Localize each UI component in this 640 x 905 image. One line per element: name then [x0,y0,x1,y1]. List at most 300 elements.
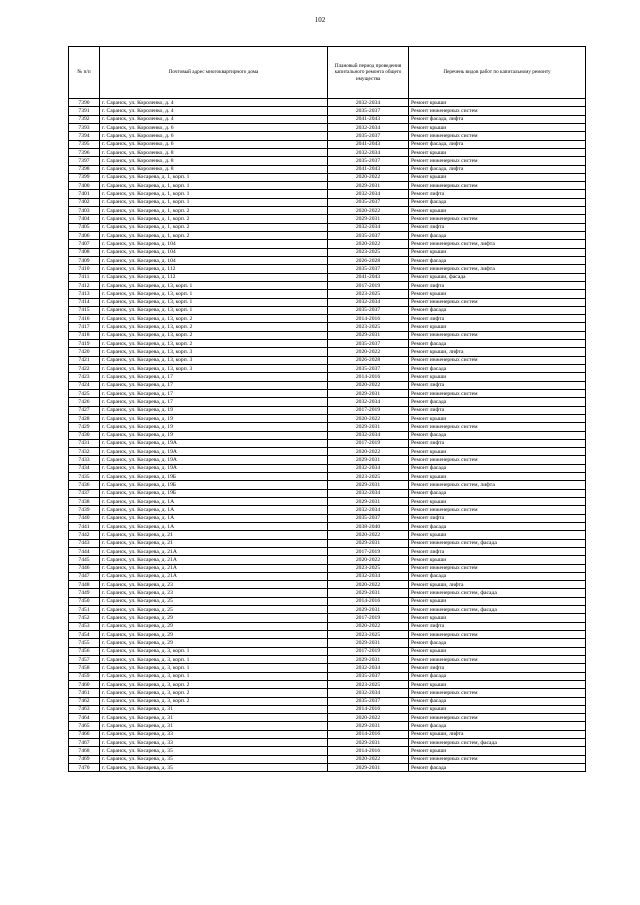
row-address: г. Саранск, ул. Короленко, д. 4 [100,107,328,115]
row-number: 7470 [69,764,100,772]
row-number: 7423 [69,373,100,381]
row-works: Ремонт фасада [409,398,586,406]
row-address: г. Саранск, ул. Косарева, д. 19А [100,456,328,464]
row-period: 2017-2019 [328,647,409,655]
row-number: 7409 [69,256,100,264]
table-row [69,764,586,772]
table-row [69,639,586,647]
row-address: г. Саранск, ул. Косарева, д. 13, корп. 2 [100,323,328,331]
row-works: Ремонт инженерных систем [409,423,586,431]
table-row [69,631,586,639]
row-address: г. Саранск, ул. Косарева, д. 21А [100,564,328,572]
row-address: г. Саранск, ул. Косарева, д. 13, корп. 3 [100,348,328,356]
table-row [69,423,586,431]
row-number: 7464 [69,714,100,722]
table-row [69,589,586,597]
row-period: 2029-2031 [328,655,409,663]
row-address: г. Саранск, ул. Косарева, д. 25 [100,606,328,614]
row-number: 7391 [69,107,100,115]
row-address: г. Саранск, ул. Косарева, д. 3, корп. 1 [100,655,328,663]
row-period: 2032-2034 [328,148,409,156]
row-address: г. Саранск, ул. Короленко, д. 8 [100,148,328,156]
table-row [69,323,586,331]
row-number: 7416 [69,315,100,323]
table-row [69,606,586,614]
row-address: г. Саранск, ул. Косарева, д. 13, корп. 3 [100,365,328,373]
row-period: 2032-2034 [328,664,409,672]
row-works: Ремонт инженерных систем [409,298,586,306]
table-row [69,614,586,622]
row-address: г. Саранск, ул. Косарева, д. 29 [100,631,328,639]
row-period: 2035-2037 [328,107,409,115]
row-number: 7466 [69,730,100,738]
row-period: 2032-2034 [328,223,409,231]
row-period: 2035-2037 [328,232,409,240]
row-period: 2020-2022 [328,755,409,763]
row-works: Ремонт лифта [409,514,586,522]
table-row [69,198,586,206]
table-row [69,697,586,705]
table-row [69,722,586,730]
row-period: 2023-2025 [328,564,409,572]
row-number: 7390 [69,99,100,107]
row-number: 7456 [69,647,100,655]
row-number: 7392 [69,115,100,123]
row-period: 2017-2019 [328,406,409,414]
row-works: Ремонт инженерных систем [409,389,586,397]
row-period: 2035-2037 [328,198,409,206]
row-number: 7463 [69,705,100,713]
table-row [69,298,586,306]
row-number: 7440 [69,514,100,522]
table-row [69,522,586,530]
row-works: Ремонт лифта [409,439,586,447]
row-period: 2029-2031 [328,764,409,772]
row-address: г. Саранск, ул. Косарева, д. 23 [100,589,328,597]
row-period: 2032-2034 [328,123,409,131]
row-period: 2020-2022 [328,448,409,456]
row-period: 2017-2019 [328,439,409,447]
row-period: 2026-2028 [328,356,409,364]
row-number: 7446 [69,564,100,572]
row-works: Ремонт инженерных систем, фасада [409,539,586,547]
row-period: 2035-2037 [328,697,409,705]
table-row [69,256,586,264]
row-address: г. Саранск, ул. Косарева, д. 13, корп. 2 [100,340,328,348]
row-period: 2014-2016 [328,373,409,381]
table-row [69,473,586,481]
table-row [69,414,586,422]
row-period: 2029-2031 [328,215,409,223]
row-works: Ремонт фасада [409,198,586,206]
row-works: Ремонт инженерных систем, лифта [409,265,586,273]
page-number: 102 [314,16,326,24]
table-row [69,689,586,697]
row-address: г. Саранск, ул. Косарева, д. 1, корп. 2 [100,207,328,215]
row-address: г. Саранск, ул. Косарева, д. 3, корп. 2 [100,689,328,697]
row-number: 7429 [69,423,100,431]
row-number: 7448 [69,581,100,589]
row-address: г. Саранск, ул. Косарева, д. 19Б [100,481,328,489]
table-row [69,123,586,131]
row-works: Ремонт фасада [409,340,586,348]
row-works: Ремонт инженерных систем [409,714,586,722]
row-address: г. Саранск, ул. Косарева, д. 1, корп. 2 [100,215,328,223]
row-works: Ремонт инженерных систем [409,755,586,763]
row-period: 2029-2031 [328,498,409,506]
row-address: г. Саранск, ул. Косарева, д. 1, корп. 2 [100,223,328,231]
row-address: г. Саранск, ул. Косарева, д. 19Б [100,489,328,497]
table-row [69,115,586,123]
row-period: 2041-2043 [328,165,409,173]
row-period: 2032-2034 [328,99,409,107]
row-address: г. Саранск, ул. Косарева, д. 35 [100,755,328,763]
row-number: 7431 [69,439,100,447]
row-number: 7427 [69,406,100,414]
table-row [69,514,586,522]
row-period: 2029-2031 [328,739,409,747]
row-period: 2035-2037 [328,157,409,165]
table-row [69,489,586,497]
table-row [69,597,586,605]
row-number: 7449 [69,589,100,597]
table-row [69,714,586,722]
row-works: Ремонт фасада [409,431,586,439]
row-number: 7395 [69,140,100,148]
row-works: Ремонт крыши [409,99,586,107]
row-address: г. Саранск, ул. Косарева, д. 29 [100,614,328,622]
header-address: Почтовый адрес многоквартирного дома [100,47,328,99]
table-row [69,506,586,514]
row-period: 2023-2025 [328,631,409,639]
row-address: г. Саранск, ул. Косарева, д. 35 [100,747,328,755]
row-number: 7397 [69,157,100,165]
row-works: Ремонт фасада [409,464,586,472]
row-address: г. Саранск, ул. Короленко, д. 6 [100,140,328,148]
row-number: 7434 [69,464,100,472]
row-number: 7404 [69,215,100,223]
row-works: Ремонт инженерных систем, лифта [409,481,586,489]
row-works: Ремонт инженерных систем [409,456,586,464]
row-number: 7450 [69,597,100,605]
table-row [69,190,586,198]
row-works: Ремонт крыши, лифта [409,348,586,356]
table-row [69,148,586,156]
row-number: 7419 [69,340,100,348]
row-works: Ремонт фасада [409,639,586,647]
row-works: Ремонт инженерных систем [409,331,586,339]
row-address: г. Саранск, ул. Короленко, д. 4 [100,115,328,123]
row-works: Ремонт крыши [409,323,586,331]
row-number: 7405 [69,223,100,231]
row-period: 2029-2031 [328,606,409,614]
row-number: 7403 [69,207,100,215]
table-row [69,281,586,289]
repair-schedule-table [68,46,586,772]
row-period: 2029-2031 [328,331,409,339]
row-address: г. Саранск, ул. Косарева, д. 33 [100,730,328,738]
row-number: 7393 [69,123,100,131]
row-works: Ремонт инженерных систем [409,655,586,663]
row-period: 2035-2037 [328,340,409,348]
row-number: 7421 [69,356,100,364]
row-number: 7435 [69,473,100,481]
table-row [69,705,586,713]
row-works: Ремонт лифта [409,315,586,323]
table-row [69,240,586,248]
row-period: 2032-2034 [328,398,409,406]
row-address: г. Саранск, ул. Косарева, д. 104 [100,256,328,264]
row-works: Ремонт лифта [409,622,586,630]
row-address: г. Саранск, ул. Косарева, д. 17 [100,398,328,406]
row-works: Ремонт фасада [409,489,586,497]
row-works: Ремонт инженерных систем [409,631,586,639]
row-works: Ремонт фасада [409,256,586,264]
row-works: Ремонт фасада [409,306,586,314]
row-works: Ремонт крыши [409,597,586,605]
table-row [69,556,586,564]
table-row [69,99,586,107]
table-row [69,647,586,655]
row-address: г. Саранск, ул. Косарева, д. 13, корп. 1 [100,281,328,289]
row-works: Ремонт крыши, лифта [409,730,586,738]
row-address: г. Саранск, ул. Косарева, д. 13, корп. 1 [100,298,328,306]
table-row [69,655,586,663]
row-period: 2026-2028 [328,256,409,264]
row-address: г. Саранск, ул. Косарева, д. 1, корп. 1 [100,182,328,190]
row-number: 7418 [69,331,100,339]
row-address: г. Саранск, ул. Косарева, д. 35 [100,764,328,772]
row-address: г. Саранск, ул. Короленко, д. 6 [100,123,328,131]
row-number: 7452 [69,614,100,622]
row-address: г. Саранск, ул. Косарева, д. 33 [100,739,328,747]
row-number: 7424 [69,381,100,389]
row-works: Ремонт крыши [409,473,586,481]
row-period: 2023-2025 [328,680,409,688]
row-works: Ремонт крыши [409,148,586,156]
row-works: Ремонт фасада, лифта [409,115,586,123]
row-address: г. Саранск, ул. Косарева, д. 1А [100,498,328,506]
row-period: 2032-2034 [328,489,409,497]
table-row [69,340,586,348]
row-works: Ремонт крыши [409,290,586,298]
row-number: 7458 [69,664,100,672]
row-works: Ремонт лифта [409,406,586,414]
row-address: г. Саранск, ул. Косарева, д. 13, корп. 1 [100,290,328,298]
table-row [69,389,586,397]
table-row [69,356,586,364]
row-works: Ремонт крыши [409,207,586,215]
row-works: Ремонт лифта [409,190,586,198]
row-number: 7441 [69,522,100,530]
table-body [69,99,586,772]
row-period: 2029-2031 [328,589,409,597]
row-address: г. Саранск, ул. Косарева, д. 3, корп. 1 [100,647,328,655]
row-address: г. Саранск, ул. Косарева, д. 104 [100,248,328,256]
row-address: г. Саранск, ул. Косарева, д. 19 [100,423,328,431]
table-header-row [69,47,586,99]
row-period: 2038-2040 [328,522,409,530]
row-number: 7439 [69,506,100,514]
row-number: 7445 [69,556,100,564]
table-row [69,547,586,555]
row-address: г. Саранск, ул. Косарева, д. 19 [100,431,328,439]
header-works: Перечень видов работ по капитальному ремонту [409,47,586,99]
row-address: г. Саранск, ул. Косарева, д. 25 [100,597,328,605]
row-address: г. Саранск, ул. Косарева, д. 104 [100,240,328,248]
table-row [69,498,586,506]
row-address: г. Саранск, ул. Косарева, д. 17 [100,389,328,397]
row-period: 2023-2025 [328,323,409,331]
row-works: Ремонт инженерных систем, фасада [409,739,586,747]
row-works: Ремонт инженерных систем, лифта [409,240,586,248]
row-number: 7422 [69,365,100,373]
table-row [69,481,586,489]
table-row [69,680,586,688]
row-period: 2029-2031 [328,389,409,397]
row-number: 7411 [69,273,100,281]
row-works: Ремонт инженерных систем [409,157,586,165]
row-period: 2017-2019 [328,614,409,622]
row-period: 2032-2034 [328,464,409,472]
row-address: г. Саранск, ул. Косарева, д. 112 [100,265,328,273]
row-period: 2014-2016 [328,705,409,713]
row-period: 2020-2022 [328,173,409,181]
table-row [69,672,586,680]
row-period: 2020-2022 [328,714,409,722]
row-number: 7398 [69,165,100,173]
row-works: Ремонт крыши [409,647,586,655]
row-address: г. Саранск, ул. Косарева, д. 1А [100,506,328,514]
row-number: 7451 [69,606,100,614]
table-row [69,348,586,356]
table-row [69,755,586,763]
header-number: № п/п [69,47,100,99]
row-period: 2017-2019 [328,547,409,555]
table-row [69,439,586,447]
row-period: 2029-2031 [328,481,409,489]
table-row [69,531,586,539]
row-address: г. Саранск, ул. Косарева, д. 3, корп. 1 [100,664,328,672]
row-works: Ремонт лифта [409,664,586,672]
row-number: 7420 [69,348,100,356]
row-number: 7443 [69,539,100,547]
table-row [69,248,586,256]
row-works: Ремонт фасада [409,572,586,580]
row-address: г. Саранск, ул. Косарева, д. 3, корп. 2 [100,697,328,705]
row-number: 7453 [69,622,100,630]
row-address: г. Саранск, ул. Косарева, д. 1, корп. 1 [100,173,328,181]
table-row [69,747,586,755]
row-number: 7396 [69,148,100,156]
table-row [69,622,586,630]
row-period: 2032-2034 [328,190,409,198]
row-address: г. Саранск, ул. Косарева, д. 19А [100,439,328,447]
row-address: г. Саранск, ул. Косарева, д. 17 [100,381,328,389]
table-row [69,456,586,464]
row-number: 7433 [69,456,100,464]
table-row [69,664,586,672]
table-row [69,290,586,298]
row-number: 7469 [69,755,100,763]
row-period: 2020-2022 [328,381,409,389]
row-period: 2023-2025 [328,248,409,256]
row-period: 2035-2037 [328,365,409,373]
row-address: г. Саранск, ул. Косарева, д. 1А [100,522,328,530]
row-period: 2035-2037 [328,132,409,140]
row-period: 2032-2034 [328,689,409,697]
table-row [69,739,586,747]
table-row [69,581,586,589]
row-period: 2020-2022 [328,622,409,630]
row-period: 2014-2016 [328,315,409,323]
table-row [69,165,586,173]
row-works: Ремонт инженерных систем, фасада [409,589,586,597]
row-period: 2029-2031 [328,722,409,730]
row-number: 7444 [69,547,100,555]
row-address: г. Саранск, ул. Косарева, д. 21 [100,531,328,539]
row-period: 2029-2031 [328,182,409,190]
row-works: Ремонт фасада [409,722,586,730]
row-number: 7401 [69,190,100,198]
row-works: Ремонт крыши [409,448,586,456]
table-row [69,406,586,414]
row-works: Ремонт крыши [409,498,586,506]
row-number: 7402 [69,198,100,206]
row-period: 2029-2031 [328,456,409,464]
row-address: г. Саранск, ул. Косарева, д. 19Б [100,473,328,481]
row-number: 7425 [69,389,100,397]
row-address: г. Саранск, ул. Косарева, д. 31 [100,714,328,722]
row-period: 2032-2034 [328,431,409,439]
row-number: 7407 [69,240,100,248]
row-address: г. Саранск, ул. Косарева, д. 112 [100,273,328,281]
row-period: 2014-2016 [328,597,409,605]
row-address: г. Саранск, ул. Косарева, д. 1, корп. 1 [100,198,328,206]
row-works: Ремонт лифта [409,381,586,389]
table-row [69,564,586,572]
row-number: 7447 [69,572,100,580]
row-address: г. Саранск, ул. Косарева, д. 19 [100,406,328,414]
table-row [69,306,586,314]
row-works: Ремонт инженерных систем [409,564,586,572]
table-row [69,373,586,381]
row-address: г. Саранск, ул. Косарева, д. 29 [100,622,328,630]
row-number: 7465 [69,722,100,730]
row-number: 7413 [69,290,100,298]
row-address: г. Саранск, ул. Короленко, д. 8 [100,157,328,165]
row-works: Ремонт крыши [409,747,586,755]
row-address: г. Саранск, ул. Косарева, д. 21А [100,556,328,564]
row-address: г. Саранск, ул. Косарева, д. 21А [100,572,328,580]
row-number: 7410 [69,265,100,273]
row-period: 2020-2022 [328,556,409,564]
row-address: г. Саранск, ул. Косарева, д. 17 [100,373,328,381]
row-period: 2017-2019 [328,281,409,289]
row-number: 7438 [69,498,100,506]
row-number: 7455 [69,639,100,647]
row-address: г. Саранск, ул. Косарева, д. 1, корп. 1 [100,190,328,198]
table-row [69,315,586,323]
row-period: 2032-2034 [328,298,409,306]
row-number: 7468 [69,747,100,755]
row-number: 7460 [69,680,100,688]
row-number: 7430 [69,431,100,439]
table-row [69,431,586,439]
table-row [69,207,586,215]
row-works: Ремонт инженерных систем [409,132,586,140]
row-works: Ремонт крыши [409,173,586,181]
